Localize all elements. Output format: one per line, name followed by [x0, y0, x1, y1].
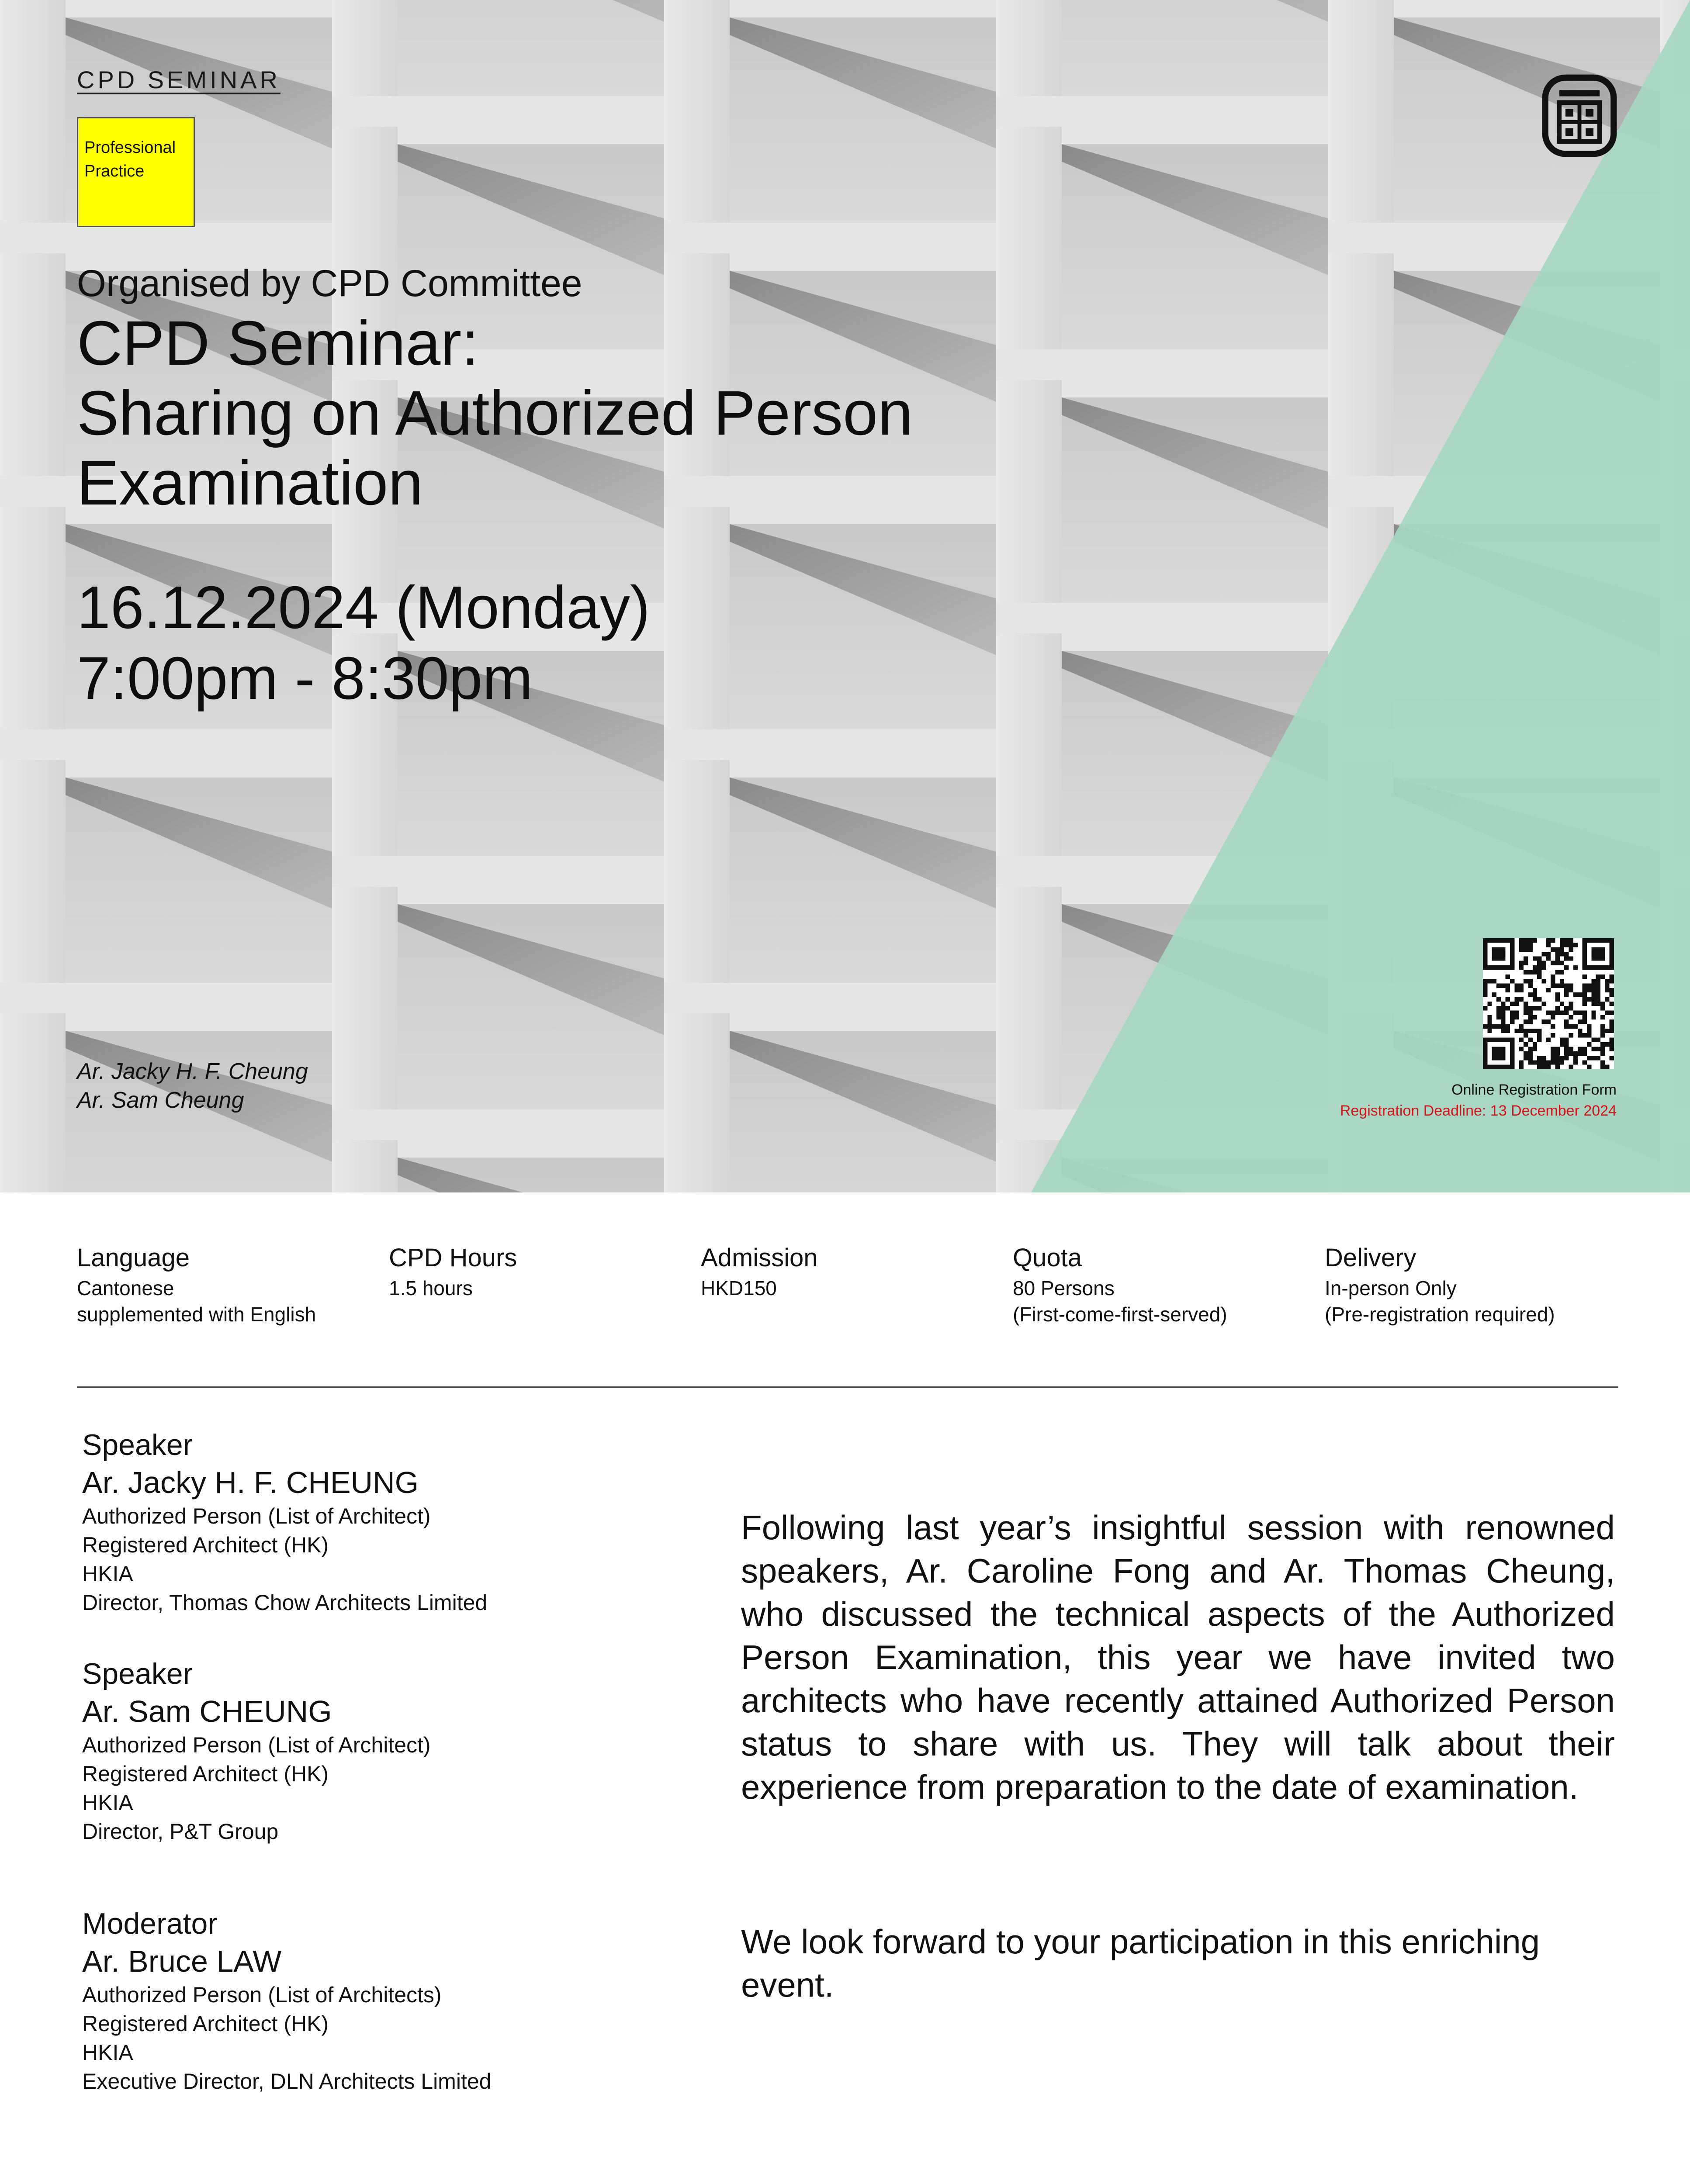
registration-form-link[interactable]: Online Registration Form [1451, 1082, 1617, 1098]
event-date: 16.12.2024 (Monday) [77, 574, 650, 641]
speaker-1: Speaker Ar. Jacky H. F. CHEUNG Authorized Person (List of Architect) Registered Architect (HK) HKIA Director, Thomas Chow Architects Limited [82, 1428, 488, 1615]
event-closing-note: We look forward to your participation in this enriching event. [741, 1922, 1540, 2004]
seminar-tag: CPD SEMINAR [77, 66, 281, 93]
seminar-title: CPD Seminar: Sharing on Authorized Person Examination [77, 308, 913, 518]
speaker-name: Ar. Sam CHEUNG [82, 1694, 332, 1728]
event-description: Following last year’s insightful session with renowned speakers, Ar. Caroline Fong and Ar. Thomas Cheung, who discussed the technical aspects of the Authorized Person Examination, this year we have invited two architects who have recently attained Authorized Person status to share with us. They will talk about their experience from preparation to the date of examination. [741, 1508, 1615, 1806]
category-badge: Professional Practice [77, 117, 195, 227]
registration-qr-code[interactable] [1483, 938, 1614, 1069]
event-time: 7:00pm - 8:30pm [77, 645, 533, 712]
speaker-name: Ar. Jacky H. F. CHEUNG [82, 1465, 419, 1500]
hero-speaker-list: Ar. Jacky H. F. Cheung Ar. Sam Cheung [77, 1059, 308, 1113]
info-delivery: Delivery In-person Only (Pre-registration required) [1325, 1244, 1555, 1326]
info-admission: Admission HKD150 [701, 1244, 818, 1299]
organiser-line: Organised by CPD Committee [77, 263, 582, 304]
moderator: Moderator Ar. Bruce LAW Authorized Person (List of Architects) Registered Architect (HK) HKIA Executive Director, DLN Architects Limited [82, 1907, 492, 2094]
registration-deadline: Registration Deadline: 13 December 2024 [1340, 1102, 1617, 1119]
divider-top [77, 1386, 1618, 1388]
hkia-logo-icon [1541, 74, 1618, 157]
speaker-2: Speaker Ar. Sam CHEUNG Authorized Person (List of Architect) Registered Architect (HK) HKIA Director, P&T Group [82, 1657, 431, 1844]
moderator-name: Ar. Bruce LAW [82, 1944, 282, 1978]
event-datetime [77, 572, 650, 714]
info-quota: Quota 80 Persons (First-come-first-served) [1013, 1244, 1227, 1326]
info-language: Language Cantonese supplemented with English [77, 1244, 316, 1326]
info-cpd-hours: CPD Hours 1.5 hours [389, 1244, 517, 1299]
